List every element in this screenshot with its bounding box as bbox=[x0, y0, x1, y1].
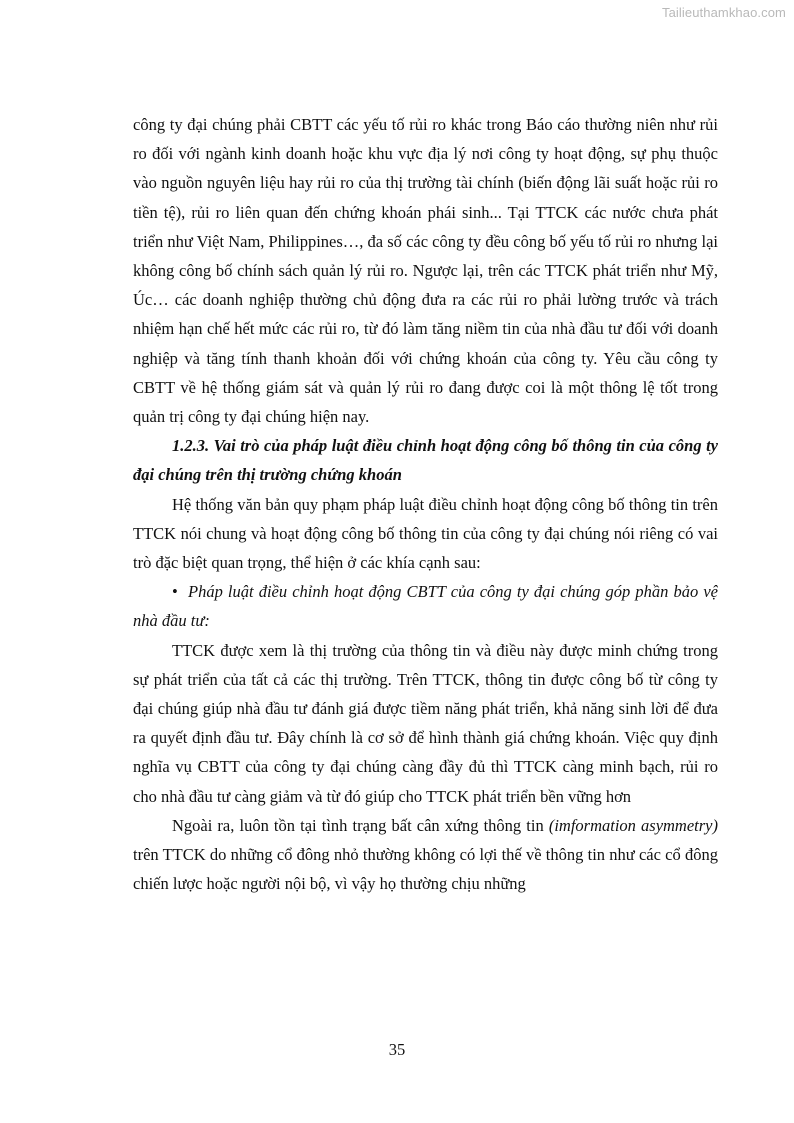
watermark: Tailieuthamkhao.com bbox=[661, 5, 786, 20]
bullet-item bbox=[133, 577, 718, 635]
page-number: 35 bbox=[388, 1040, 406, 1059]
bullet-text: Pháp luật điều chỉnh hoạt động CBTT của công ty đại chúng góp phần bảo vệ nhà đầu tư: bbox=[133, 582, 718, 631]
paragraph-information-market: TTCK được xem là thị trường của thông tin và điều này được minh chứng trong sự phát triển của tất cả các thị trường. Trên TTCK, thông tin được công bố từ công ty đại chúng giúp nhà đầu tư đánh giá được tiềm năng phát triển, khả năng sinh lời để đưa ra quyết định đầu tư. Đây chính là cơ sở để hình thành giá chứng khoán. Việc quy định nghĩa vụ CBTT của công ty đại chúng càng đầy đủ thì TTCK càng minh bạch, rủi ro cho nhà đầu tư càng giảm và từ đó giúp cho TTCK phát triển bền vững hơn bbox=[133, 640, 718, 806]
paragraph-legal-system: Hệ thống văn bản quy phạm pháp luật điều chỉnh hoạt động công bố thông tin trên TTCK nói chung và hoạt động công bố thông tin của công ty đại chúng nói riêng có vai trò đặc biệt quan trọng, thể hiện ở các khía cạnh sau: bbox=[133, 494, 718, 573]
document-body bbox=[133, 110, 718, 898]
bullet-icon: • bbox=[172, 582, 178, 602]
p4-start: Ngoài ra, luôn tồn tại tình trạng bất cân xứng thông tin bbox=[172, 815, 549, 835]
paragraph-information-asymmetry bbox=[133, 811, 718, 899]
paragraph-risk-disclosure: công ty đại chúng phải CBTT các yếu tố rủi ro khác trong Báo cáo thường niên như rủi ro đối với ngành kinh doanh hoặc khu vực địa lý nơi công ty hoạt động, sự phụ thuộc vào nguồn nguyên liệu hay rủi ro của thị trường tài chính (biến động lãi suất hoặc rủi ro tiền tệ), rủi ro liên quan đến chứng khoán phái sinh... Tại TTCK các nước chưa phát triển như Việt Nam, Philippines…, đa số các công ty đều công bố yếu tố rủi ro nhưng lại không công bố chính sách quản lý rủi ro. Ngược lại, trên các TTCK phát triển như Mỹ, Úc… các doanh nghiệp thường chủ động đưa ra các rủi ro phải lường trước và trách nhiệm hạn chế hết mức các rủi ro, từ đó làm tăng niềm tin của nhà đầu tư đối với doanh nghiệp và tăng tính thanh khoản đối với chứng khoán của công ty. Yêu cầu công ty CBTT về hệ thống giám sát và quản lý rủi ro đang được coi là một thông lệ tốt trong quản trị công ty đại chúng hiện nay. bbox=[133, 115, 718, 427]
section-heading: 1.2.3. Vai trò của pháp luật điều chỉnh hoạt động công bố thông tin của công ty đại chúng trên thị trường chứng khoán bbox=[133, 436, 718, 485]
p4-italic-term: (imformation asymmetry) bbox=[548, 815, 718, 835]
p4-end: trên TTCK do những cổ đông nhỏ thường không có lợi thế về thông tin như các cổ đông chiến lược hoặc người nội bộ, vì vậy họ thường chịu những bbox=[133, 845, 718, 894]
